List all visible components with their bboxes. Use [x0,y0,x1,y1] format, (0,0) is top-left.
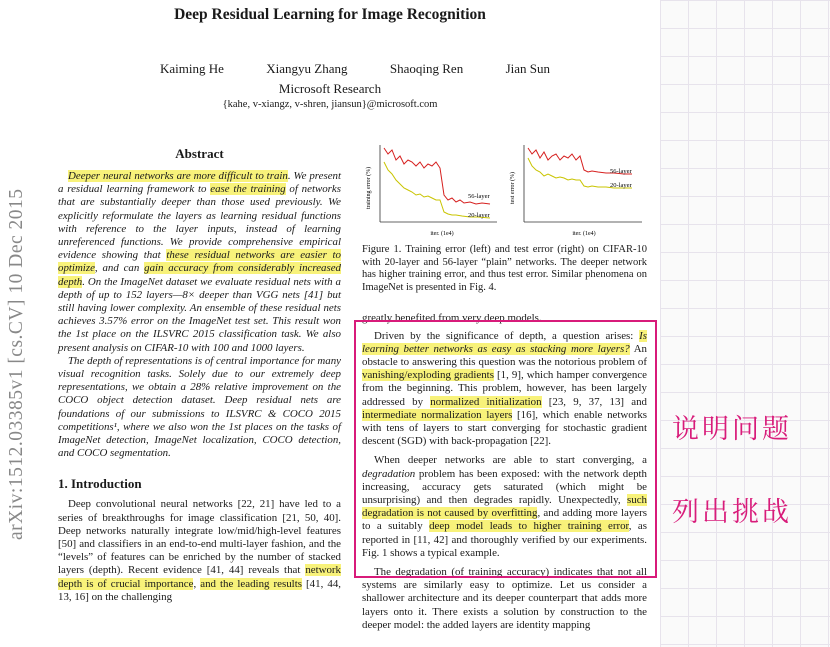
text-run: problem has been exposed: with the network depth increasing, accuracy gets saturated (which might be unsurprising) and then degrades rapidly. Unexpectedly, [362,467,647,507]
text-run: , [193,577,201,590]
annotation-note-1: 说明问题 [672,414,792,445]
grid-background [660,0,830,647]
highlight: gain accuracy from considerably increased depth [58,262,341,288]
author-list [160,61,550,77]
text-run: , and can [94,262,145,275]
right-xlabel: iter. (1e4) [572,231,596,237]
highlight: intermediate normalization layers [362,408,513,421]
author-1: Kaiming He [160,61,224,76]
left-xlabel: iter. (1e4) [430,231,454,237]
author-2: Xiangyu Zhang [266,61,348,76]
text-run: of networks that are substantially deeper than those used previously. We explicitly reformulate the layers as learning residual functions with reference to the layer inputs, instead of learning unreferenced functions. We provide comprehensive empirical evidence showing that [58,183,341,262]
abstract-paragraph-2: The depth of representations is of central importance for many visual recognition tasks. Solely due to our extremely deep representations, we obtain a 28% relative improvement on the COCO object detection dataset. Deep residual nets are foundations of our submissions to ILSVRC & COCO 2015 competitions¹, where we also won the 1st places on the tasks of ImageNet detection, ImageNet localization, COCO detection, and COCO segmentation. [58,354,341,460]
highlight: normalized initialization [430,395,542,408]
highlight: network depth is of crucial importance [58,564,341,590]
author-3: Shaoqing Ren [389,61,464,76]
left-ylabel: training error (%) [366,166,372,210]
highlight: these residual networks are easier to optimize [58,249,341,275]
emphasis: degradation [362,467,416,480]
intro-paragraph [58,498,341,604]
text-run: [41, 44, 13, 16] on the challenging [58,577,341,603]
highlight: ease the training [210,183,286,196]
text-run: [16], which enable networks with tens of layers to start converging for stochastic gradient descent (SGD) with back-propagation [22]. [362,408,648,448]
highlight: Deeper neural networks are more difficult to train [68,170,288,182]
text-run: When deeper networks are able to start converging, a [374,454,647,467]
text-run: . We present a residual learning framework to [58,170,341,196]
author-emails: {kahe, v-xiangz, v-shren, jiansun}@microsoft.com [222,99,438,110]
left-20-label: 20-layer [468,212,490,219]
annotation-red-box [354,320,657,578]
text-run: , and adding more layers to a suitably [362,507,647,533]
text-run: An obstacle to answering this question was the notorious problem of [362,342,648,368]
intro-heading: 1. Introduction [58,476,142,492]
arxiv-stamp: arXiv:1512.03385v1 [cs.CV] 10 Dec 2015 [6,188,27,540]
left-column [58,146,341,604]
right-paragraph-3: The degradation (of training accuracy) indicates that not all systems are similarly easy to optimize. Let us consider a shallower architecture and its deeper counterpart that adds more layers onto it. There exists a solution by construction to the deeper model: the added layers are identity mapping [362,566,647,631]
right-ylabel: test error (%) [510,172,516,204]
text-run: Deep convolutional neural networks [22, 21] have led to a series of breakthroughs for image classification [21, 50, 40]. Deep networks naturally integrate low/mid/high-level features [50] and classifiers in an end-to-end multi-layer fashion, and the “levels” of features can be enriched by the number of stacked layers (depth). Recent evidence [41, 44] reveals that [58,498,341,577]
highlight: vanishing/exploding gradients [362,369,494,382]
left-20-layer-curve [384,162,490,218]
text-run: [23, 9, 37, 13] and [541,395,647,408]
text-run: , as reported in [11, 42] and thoroughly verified by our experiments. Fig. 1 shows a typical example. [362,520,647,559]
text-run: [1, 9], which hamper convergence from the beginning. This problem, however, has been largely addressed by [362,369,647,408]
highlight: such degradation is not caused by overfitting [362,494,647,520]
annotation-note-2: 列出挑战 [672,497,792,528]
right-20-label: 20-layer [610,182,632,189]
highlight: Is learning better networks as easy as stacking more layers? [362,329,647,355]
highlight: and the leading results [200,577,302,590]
abstract-paragraph-1 [58,170,341,355]
left-56-label: 56-layer [468,193,490,200]
right-line-0: greatly benefited from very deep models. [362,312,542,325]
text-run: Driven by the significance of depth, a question arises: [374,329,640,342]
paper-title: Deep Residual Learning for Image Recognition [174,6,486,23]
text-run: . On the ImageNet dataset we evaluate residual nets with a depth of up to 152 layers—8× deeper than VGG nets [41] but still having lower complexity. An ensemble of these residual nets achieves 3.57% error on the ImageNet test set. This result won the 1st place on the ILSVRC 2015 classification task. We also present analysis on CIFAR-10 with 100 and 1000 layers. [58,275,341,354]
figure-1-svg [362,140,647,240]
figure-1-caption: Figure 1. Training error (left) and test error (right) on CIFAR-10 with 20-layer and 56-layer “plain” networks. The deeper network has higher training error, and thus test error. Similar phenomena on ImageNet is presented in Fig. 4. [362,244,647,293]
figure-1-plots [362,140,647,240]
abstract-heading: Abstract [175,146,224,161]
highlight: deep model leads to higher training error [429,520,629,533]
affiliation: Microsoft Research [278,81,382,96]
author-4: Jian Sun [505,61,550,76]
right-56-label: 56-layer [610,168,632,175]
